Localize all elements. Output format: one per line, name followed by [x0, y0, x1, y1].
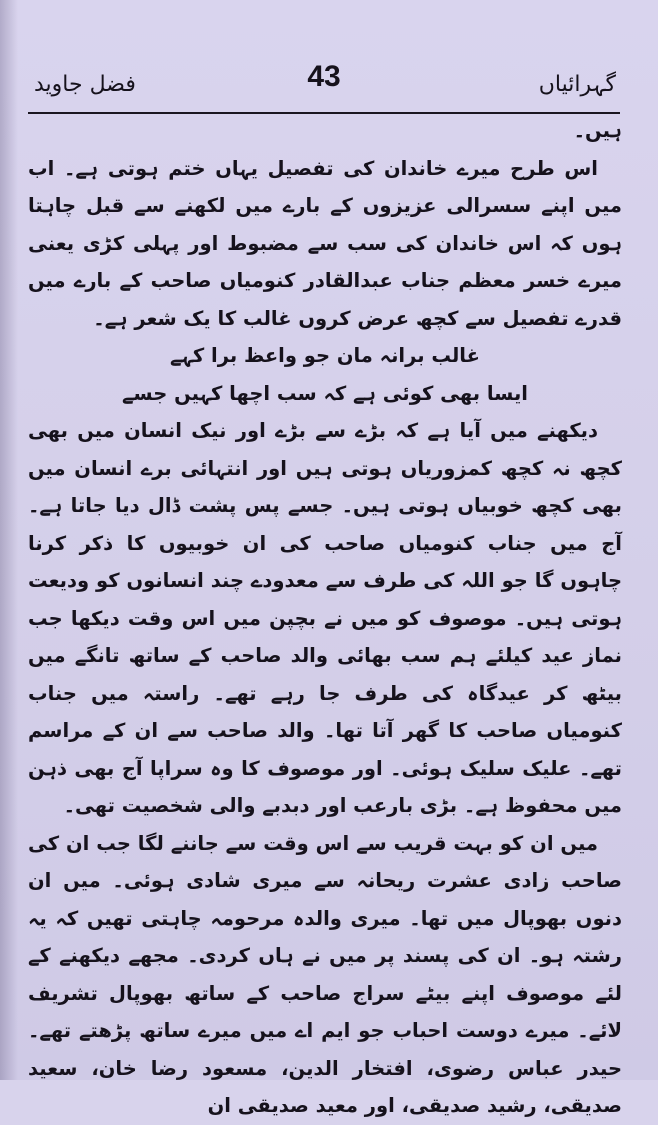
paragraph: میں ان کو بہت قریب سے اس وقت سے جاننے لگا جب ان کی صاحب زادی عشرت ریحانہ سے میری شادی ہوئی۔ میں ان دنوں بھوپال میں تھا۔ میری والدہ مرحومہ چاہتی تھیں کہ یہ رشتہ ہو۔ ان کی پسند پر میں نے ہاں کردی۔ مجھے دیکھنے کے لئے موصوف اپنے بیٹے سراج صاحب کے ساتھ بھوپال تشریف لائے۔ میرے دوست احباب جو ایم اے میں میرے ساتھ پڑھتے تھے۔ حیدر عباس رضوی، افتخار الدین، مسعود رضا خان، سعید صدیقی، رشید صدیقی، اور معید صدیقی ان [28, 831, 622, 1117]
page-header [28, 56, 620, 114]
paragraph: دیکھنے میں آیا ہے کہ بڑے سے بڑے اور نیک انسان میں بھی کچھ نہ کچھ کمزوریاں ہوتی ہیں اور انتہائی برے انسان میں بھی کچھ خوبیاں ہوتی ہیں۔ جسے پس پشت ڈال دیا جاتا ہے۔ آج میں جناب کنومیاں صاحب کی ان خوبیوں کا ذکر کرنا چاہوں گا جو اللہ کی طرف سے معدودے چند انسانوں کو ودیعت ہوتی ہیں۔ موصوف کو میں نے بچپن میں اس وقت دیکھا جب نماز عید کیلئے ہم سب بھائی والد صاحب کے ساتھ تانگے میں بیٹھ کر عیدگاہ کی طرف جا رہے تھے۔ راستہ میں جناب کنومیاں صاحب کا گھر آتا تھا۔ والد صاحب سے ان کے مراسم تھے۔ علیک سلیک ہوئی۔ اور موصوف کا وہ سراپا آج بھی ذہن میں محفوظ ہے۔ بڑی بارعب اور دبدبے والی شخصیت تھی۔ [28, 419, 622, 817]
page-body [28, 112, 622, 1125]
verse-line-2: ایسا بھی کوئی ہے کہ سب اچھا کہیں جسے [122, 381, 528, 405]
author-name: فضل جاوید [34, 72, 136, 97]
page-number: 43 [307, 60, 341, 93]
paragraph: اس طرح میرے خاندان کی تفصیل یہاں ختم ہوتی ہے۔ اب میں اپنے سسرالی عزیزوں کے بارے میں لکھنے سے قبل چاہتا ہوں کہ اس خاندان کی سب سے مضبوط اور پہلی کڑی یعنی میرے خسر معظم جناب عبدالقادر کنومیاں صاحب کے بارے میں قدرے تفصیل سے کچھ عرض کروں غالب کا یک شعر ہے۔ [28, 156, 622, 330]
verse-line-1: غالب برانہ مان جو واعظ برا کہے [170, 344, 480, 367]
paragraph-continuation: ہیں۔ [573, 119, 622, 142]
book-title: گہرائیاں [538, 72, 616, 97]
